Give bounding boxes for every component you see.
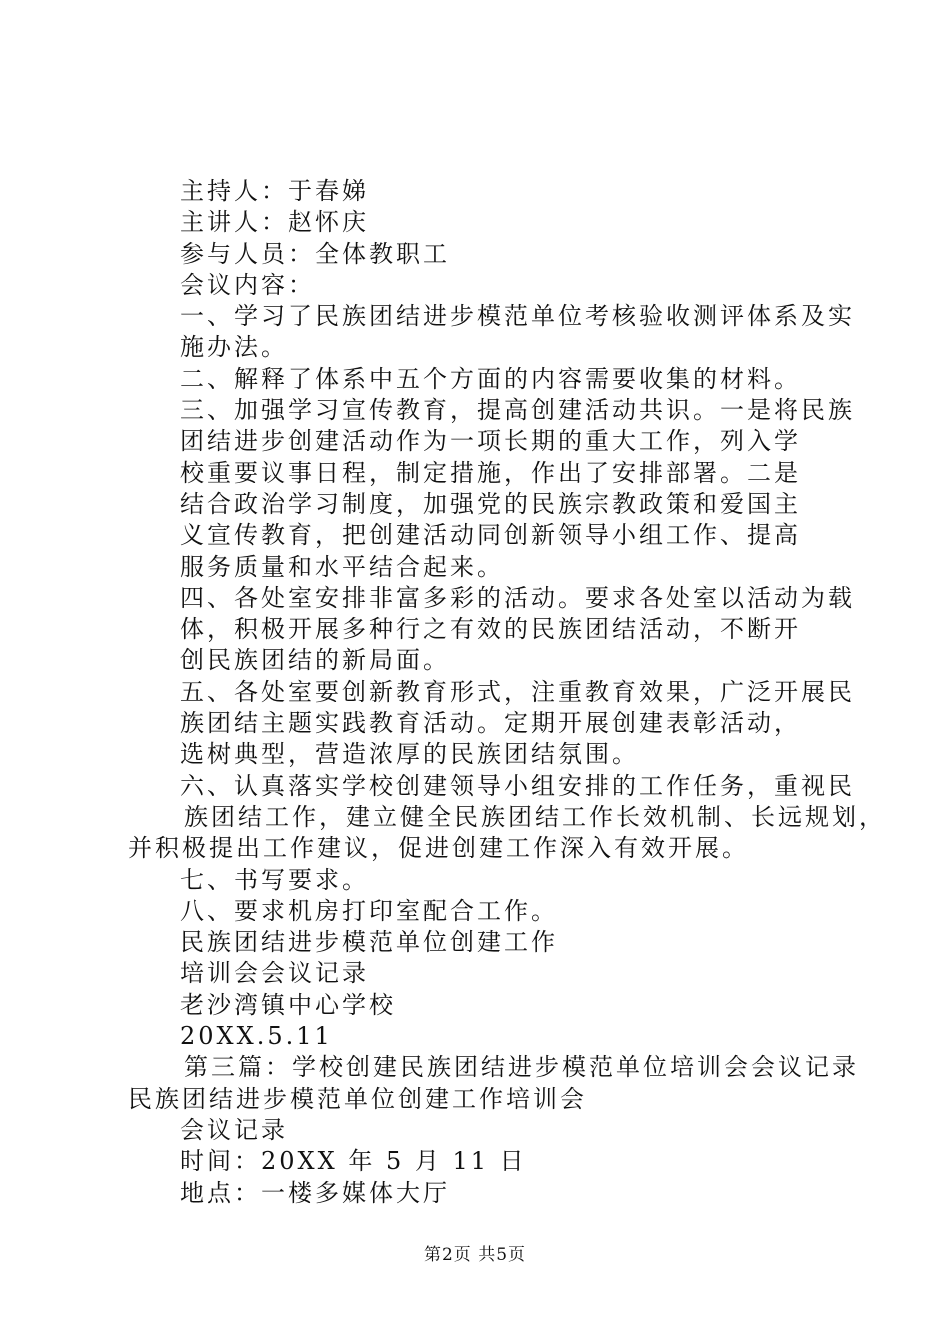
text-line: 服务质量和水平结合起来。 <box>180 552 504 581</box>
text-line: 会议内容： <box>180 270 315 299</box>
text-line: 六、认真落实学校创建领导小组安排的工作任务，重视民 <box>180 771 855 800</box>
text-line: 主讲人：赵怀庆 <box>180 208 369 237</box>
text-line: 时间：20XX 年 5 月 11 日 <box>180 1147 527 1176</box>
page-footer: 第2页 共5页 <box>423 1245 527 1265</box>
text-line: 族团结主题实践教育活动。定期开展创建表彰活动， <box>180 709 801 738</box>
document-body <box>0 176 950 1209</box>
text-line: 团结进步创建活动作为一项长期的重大工作，列入学 <box>180 427 801 456</box>
text-line: 参与人员：全体教职工 <box>180 239 450 268</box>
text-line: 并积极提出工作建议，促进创建工作深入有效开展。 <box>128 834 749 863</box>
text-line: 义宣传教育，把创建活动同创新领导小组工作、提高 <box>180 521 801 550</box>
text-line: 体，积极开展多种行之有效的民族团结活动，不断开 <box>180 615 801 644</box>
text-line: 五、各处室要创新教育形式，注重教育效果，广泛开展民 <box>180 677 855 706</box>
text-line: 培训会会议记录 <box>180 959 369 988</box>
text-line: 创民族团结的新局面。 <box>180 646 450 675</box>
text-line: 民族团结进步模范单位创建工作 <box>180 928 558 957</box>
text-line: 选树典型，营造浓厚的民族团结氛围。 <box>180 740 639 769</box>
text-line: 会议记录 <box>180 1115 288 1144</box>
text-line: 校重要议事日程，制定措施，作出了安排部署。二是 <box>180 458 801 487</box>
text-line: 四、各处室安排非富多彩的活动。要求各处室以活动为载 <box>180 583 855 612</box>
text-line: 三、加强学习宣传教育，提高创建活动共识。一是将民族 <box>180 396 855 425</box>
text-line: 结合政治学习制度，加强党的民族宗教政策和爱国主 <box>180 489 801 518</box>
text-line: 地点：一楼多媒体大厅 <box>180 1178 450 1207</box>
text-line: 族团结工作，建立健全民族团结工作长效机制、长远规划， <box>184 802 886 831</box>
text-line: 七、书写要求。 <box>180 865 369 894</box>
text-line: 施办法。 <box>180 333 288 362</box>
text-line: 八、要求机房打印室配合工作。 <box>180 896 558 925</box>
text-line: 主持人：于春娣 <box>180 177 369 205</box>
text-line: 老沙湾镇中心学校 <box>180 990 396 1019</box>
text-line: 民族团结进步模范单位创建工作培训会 <box>128 1084 587 1113</box>
text-line: 第三篇：学校创建民族团结进步模范单位培训会会议记录 <box>184 1053 859 1082</box>
text-line: 二、解释了体系中五个方面的内容需要收集的材料。 <box>180 364 801 393</box>
text-line: 一、学习了民族团结进步模范单位考核验收测评体系及实 <box>180 302 855 331</box>
text-line: 20XX.5.11 <box>180 1022 333 1051</box>
